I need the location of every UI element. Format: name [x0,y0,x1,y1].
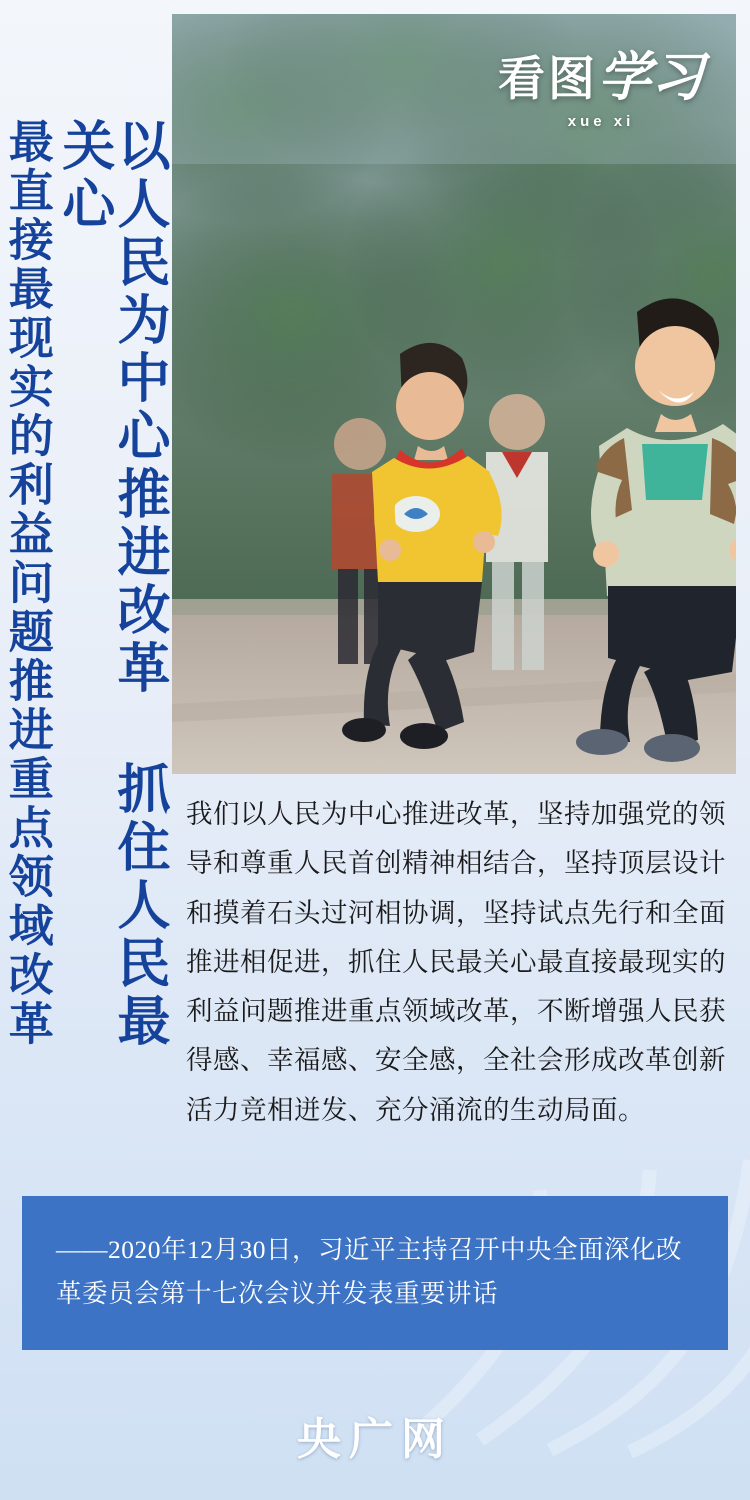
headline-line-2: 最直接最现实的利益问题推进重点领域改革 [1,118,52,1049]
footer-logo: 央广网 [297,1415,453,1464]
brand-title-script: 学习 [598,49,704,107]
footer [0,1370,750,1500]
brand-pinyin: xue xi [567,113,635,130]
attribution-band: ——2020年12月30日，习近平主持召开中央全面深化改革委员会第十七次会议并发表重要讲话 [22,1196,728,1350]
brand-title [498,49,704,107]
headline-line-1: 以人民为中心推进改革 抓住人民最关心 [54,118,168,1051]
brand-lockup [498,49,704,130]
brand-title-prefix: 看图 [498,54,598,106]
quote-text: 我们以人民为中心推进改革，坚持加强党的领导和尊重人民首创精神相结合，坚持顶层设计和摸着石头过河相协调，坚持试点先行和全面推进相促进，抓住人民最关心最直接最现实的利益问题推进重点领域改革，不断增强人民获得感、幸福感、安全感，全社会形成改革创新活力竞相迸发、充分涌流的生动局面。 [186,799,726,1125]
